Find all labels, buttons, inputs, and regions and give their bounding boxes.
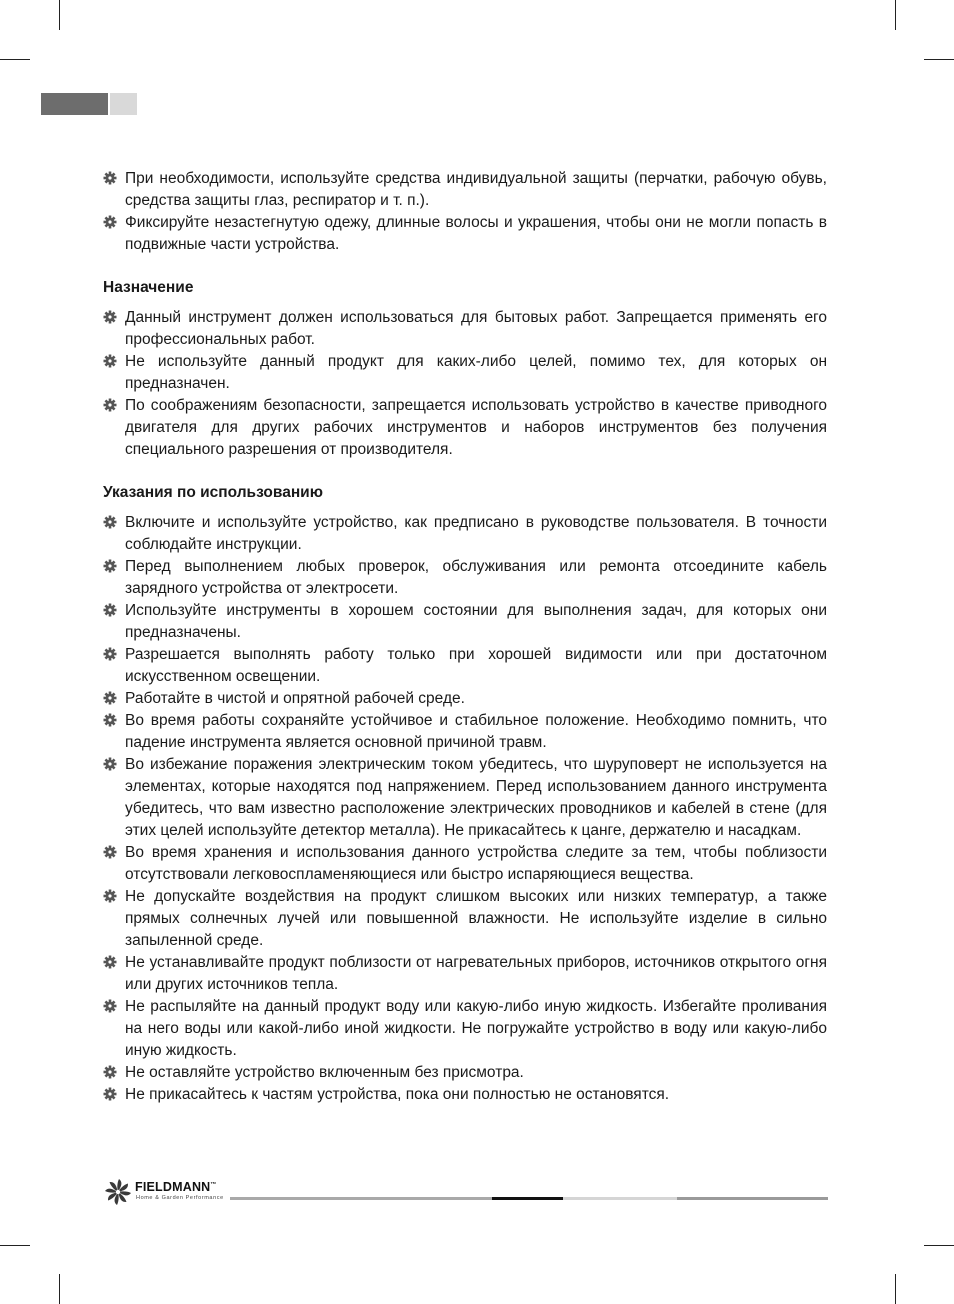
list-item	[103, 644, 827, 688]
gear-bullet-icon	[103, 215, 117, 229]
gear-bullet-icon	[103, 603, 117, 617]
list-item	[103, 1062, 827, 1084]
page-tab-light	[110, 93, 137, 115]
list-item	[103, 351, 827, 395]
list-item-text: Не допускайте воздействия на продукт слишком высоких или низких температур, а также прямых солнечных лучей или повышенной влажности. Не используйте изделие в сильно запыленной среде.	[125, 888, 827, 949]
gear-bullet-icon	[103, 354, 117, 368]
list-item-text: Не прикасайтесь к частям устройства, пока они полностью не остановятся.	[125, 1086, 670, 1103]
gear-bullet-icon	[103, 559, 117, 573]
gear-bullet-icon	[103, 171, 117, 185]
list-item	[103, 212, 827, 256]
gear-bullet-icon	[103, 955, 117, 969]
crop-mark	[895, 1274, 896, 1304]
list-item-text: Во время работы сохраняйте устойчивое и стабильное положение. Необходимо помнить, что падение инструмента является основной причиной травм.	[125, 712, 827, 751]
bullet-list	[103, 512, 827, 1106]
crop-mark	[59, 1274, 60, 1304]
fieldmann-pinwheel-logo-icon	[104, 1178, 132, 1206]
gear-bullet-icon	[103, 691, 117, 705]
crop-mark	[0, 1245, 30, 1246]
gear-bullet-icon	[103, 647, 117, 661]
list-item-text: Во время хранения и использования данного устройства следите за тем, чтобы поблизости отсутствовали легковоспламеняющиеся или быстро испаряющиеся вещества.	[125, 844, 827, 883]
crop-mark	[0, 59, 30, 60]
gear-bullet-icon	[103, 398, 117, 412]
list-item	[103, 886, 827, 952]
crop-mark	[924, 59, 954, 60]
gear-bullet-icon	[103, 310, 117, 324]
crop-mark	[59, 0, 60, 30]
list-item-text: Данный инструмент должен использоваться для бытовых работ. Запрещается применять его профессиональных работ.	[125, 309, 827, 348]
crop-mark	[895, 0, 896, 30]
gear-bullet-icon	[103, 1065, 117, 1079]
gear-bullet-icon	[103, 515, 117, 529]
list-item-text: Во избежание поражения электрическим током убедитесь, что шуруповерт не используется на элементах, которые находятся под напряжением. Перед использованием данного инструмента убедитесь, что вам известно расположение электрических проводников и кабелей в стене (для этих целей используйте детектор металла). Не прикасайтесь к цанге, держателю и насадкам.	[125, 756, 827, 839]
list-item-text: Используйте инструменты в хорошем состоянии для выполнения задач, для которых они предназначены.	[125, 602, 827, 641]
list-item-text: Разрешается выполнять работу только при хорошей видимости или при достаточном искусственном освещении.	[125, 646, 827, 685]
gear-bullet-icon	[103, 845, 117, 859]
bullet-list	[103, 307, 827, 461]
list-item	[103, 952, 827, 996]
footer-rule-pale	[563, 1197, 677, 1200]
list-item-text: Не распыляйте на данный продукт воду или какую-либо иную жидкость. Избегайте проливания на него воды или какой-либо иной жидкости. Не погружайте устройство в воду или какую-либо иную жидкость.	[125, 998, 827, 1059]
gear-bullet-icon	[103, 999, 117, 1013]
footer-rule-light	[230, 1197, 492, 1200]
gear-bullet-icon	[103, 713, 117, 727]
list-item	[103, 754, 827, 842]
footer-rule-mid	[677, 1197, 828, 1200]
list-item	[103, 842, 827, 886]
list-item	[103, 307, 827, 351]
list-item	[103, 710, 827, 754]
list-item-text: Включите и используйте устройство, как предписано в руководстве пользователя. В точности соблюдайте инструкции.	[125, 514, 827, 553]
list-item	[103, 688, 827, 710]
list-item	[103, 600, 827, 644]
list-item	[103, 512, 827, 556]
footer-rule-dark	[492, 1197, 563, 1200]
list-item-text: Перед выполнением любых проверок, обслуживания или ремонта отсоедините кабель зарядного устройства от электросети.	[125, 558, 827, 597]
gear-bullet-icon	[103, 1087, 117, 1101]
list-item	[103, 996, 827, 1062]
brand-logo	[104, 1178, 228, 1208]
page-tab-dark	[41, 93, 108, 115]
gear-bullet-icon	[103, 889, 117, 903]
list-item-text: Фиксируйте незастегнутую одежу, длинные волосы и украшения, чтобы они не могли попасть в подвижные части устройства.	[125, 214, 827, 253]
list-item-text: Не оставляйте устройство включенным без присмотра.	[125, 1064, 524, 1081]
section-heading: Указания по использованию	[103, 484, 323, 501]
list-item	[103, 168, 827, 212]
crop-mark	[924, 1245, 954, 1246]
section-heading: Назначение	[103, 279, 194, 296]
list-item-text: Не устанавливайте продукт поблизости от нагревательных приборов, источников открытого огня или других источников тепла.	[125, 954, 827, 993]
list-item-text: Работайте в чистой и опрятной рабочей среде.	[125, 690, 465, 707]
bullet-list	[103, 168, 827, 256]
brand-tagline: Home & Garden Performance	[136, 1195, 224, 1201]
list-item-text: По соображениям безопасности, запрещается использовать устройство в качестве приводного двигателя для других рабочих инструментов и наборов инструментов без получения специального разрешения от производителя.	[125, 397, 827, 458]
list-item	[103, 556, 827, 600]
list-item	[103, 1084, 827, 1106]
list-item-text: При необходимости, используйте средства индивидуальной защиты (перчатки, рабочую обувь, средства защиты глаз, респиратор и т. п.).	[125, 170, 827, 209]
gear-bullet-icon	[103, 757, 117, 771]
brand-name: FIELDMANN™	[135, 1180, 217, 1194]
list-item	[103, 395, 827, 461]
document-body	[103, 168, 827, 1106]
list-item-text: Не используйте данный продукт для каких-либо целей, помимо тех, для которых он предназначен.	[125, 353, 827, 392]
